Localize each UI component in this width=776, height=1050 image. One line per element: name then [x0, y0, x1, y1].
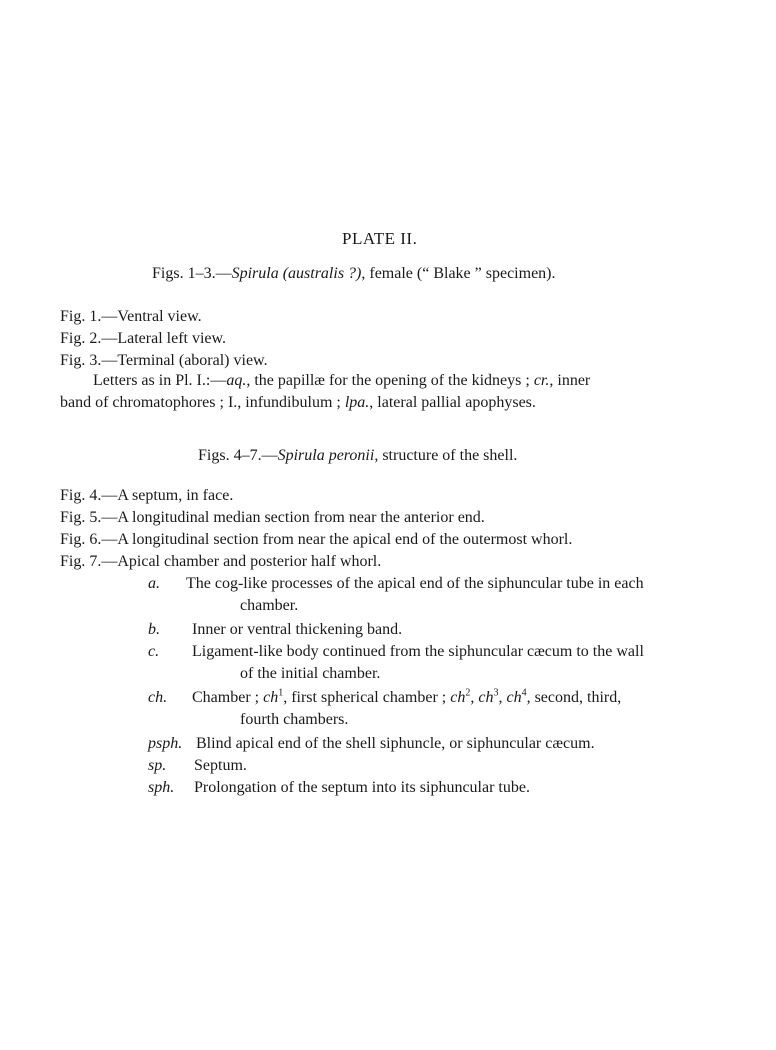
fig-5-caption: [60, 508, 485, 528]
superscript: 2: [465, 687, 471, 699]
fig-3-caption: [60, 351, 268, 371]
key-explanation: [192, 688, 621, 708]
group2-heading: [198, 446, 517, 466]
fig-label: Fig. 7.—: [60, 553, 118, 570]
fig-label: Fig. 4.—: [60, 487, 118, 504]
letters-text: , the papillæ for the opening of the kidneys ;: [246, 372, 534, 389]
group1-heading: [152, 264, 556, 284]
key-explanation: Inner or ventral thickening band.: [192, 621, 403, 638]
superscript: 3: [493, 687, 499, 699]
group1-heading-prefix: Figs. 1–3.—: [152, 265, 232, 282]
key-letter: a.: [148, 575, 160, 592]
letters-text: band of chromatophores ; I., infundibulum ;: [60, 394, 345, 411]
letters-text: , inner: [549, 372, 591, 389]
key-text: , first spherical chamber ;: [283, 689, 451, 706]
fig-text: Lateral left view.: [117, 330, 227, 347]
group1-heading-suffix: , female (“ Blake ” specimen).: [361, 265, 556, 282]
group1-heading-species: (australis ?): [282, 265, 362, 282]
key-letter: b.: [148, 621, 160, 638]
key-text: , second, third,: [526, 689, 622, 706]
letters-text: Letters as in Pl. I.:—: [93, 372, 227, 389]
fig-label: Fig. 1.—: [60, 308, 118, 325]
plate-title: PLATE II.: [342, 229, 418, 248]
letters-text: , lateral pallial apophyses.: [369, 394, 536, 411]
fig-4-caption: [60, 486, 233, 506]
fig-text: A longitudinal median section from near the anterior end.: [117, 509, 485, 526]
abbr-ch: ch: [450, 689, 466, 706]
fig-text: A septum, in face.: [117, 487, 234, 504]
key-text: Chamber ;: [192, 689, 264, 706]
fig-6-caption: [60, 530, 572, 550]
key-letter: sph.: [148, 779, 175, 796]
key-text: ,: [498, 689, 507, 706]
fig-label: Fig. 2.—: [60, 330, 118, 347]
key-letter: sp.: [148, 757, 167, 774]
key-text: ,: [470, 689, 479, 706]
group2-heading-prefix: Figs. 4–7.—: [198, 447, 278, 464]
key-explanation: Prolongation of the septum into its siphuncular tube.: [194, 779, 530, 796]
group2-heading-species: Spirula peronii: [277, 447, 375, 464]
fig-label: Fig. 5.—: [60, 509, 118, 526]
fig-2-caption: [60, 329, 226, 349]
fig-label: Fig. 6.—: [60, 531, 118, 548]
fig-label: Fig. 3.—: [60, 352, 118, 369]
fig-text: Terminal (aboral) view.: [117, 352, 268, 369]
fig-text: Ventral view.: [117, 308, 202, 325]
fig-text: Apical chamber and posterior half whorl.: [117, 553, 382, 570]
key-explanation: The cog-like processes of the apical end of the siphuncular tube in each: [186, 575, 644, 592]
group1-heading-genus: Spirula: [231, 265, 279, 282]
abbr-aq: aq.: [226, 372, 247, 389]
key-letter: psph.: [148, 735, 183, 752]
superscript: 4: [521, 687, 527, 699]
abbr-cr: cr.: [533, 372, 550, 389]
key-explanation: Blind apical end of the shell siphuncle, or siphuncular cæcum.: [196, 735, 595, 752]
key-letter: ch.: [148, 689, 168, 706]
fig-7-caption: [60, 552, 381, 572]
key-letter: c.: [148, 643, 160, 660]
key-a-continued: chamber.: [240, 597, 299, 614]
superscript: 1: [278, 687, 284, 699]
group2-heading-suffix: , structure of the shell.: [374, 447, 518, 464]
abbr-ch: ch: [478, 689, 494, 706]
fig-1-caption: [60, 307, 202, 327]
fig-text: A longitudinal section from near the apical end of the outermost whorl.: [117, 531, 573, 548]
key-explanation: Ligament-like body continued from the siphuncular cæcum to the wall: [192, 643, 644, 660]
abbr-ch: ch: [506, 689, 522, 706]
key-ch-continued: fourth chambers.: [240, 711, 349, 728]
abbr-ch: ch: [263, 689, 279, 706]
key-explanation: Septum.: [194, 757, 247, 774]
key-c-continued: of the initial chamber.: [240, 665, 381, 682]
letters-line-1: [93, 371, 590, 391]
letters-line-2: [60, 393, 536, 413]
abbr-lpa: lpa.: [344, 394, 370, 411]
